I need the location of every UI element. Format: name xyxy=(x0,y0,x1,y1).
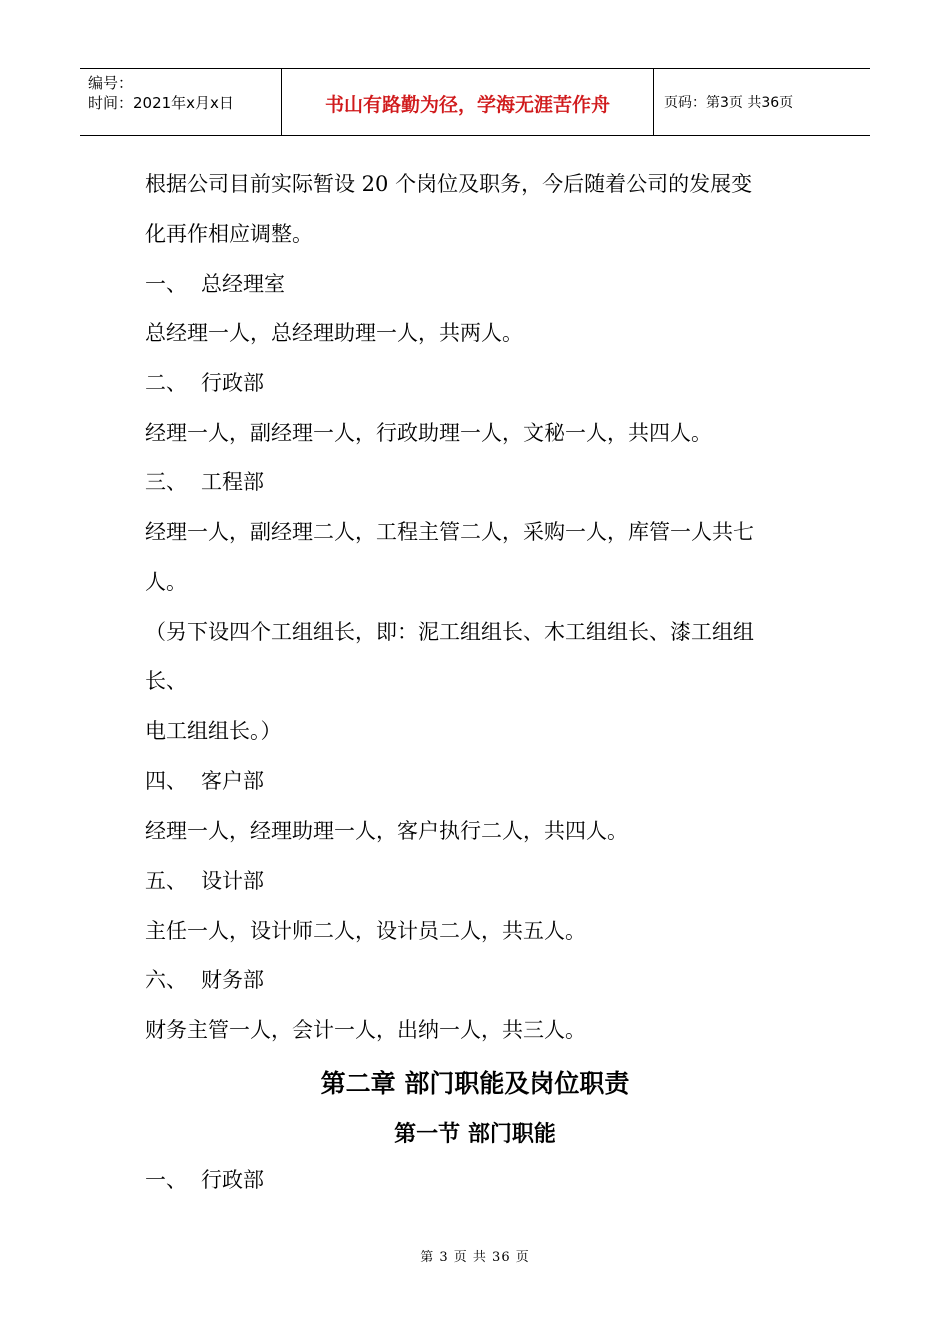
header-motto: 书山有路勤为径，学海无涯苦作舟 xyxy=(282,69,654,135)
section-number: 三、 xyxy=(145,470,187,494)
section-text: 经理一人，经理助理一人，客户执行二人，共四人。 xyxy=(145,819,628,843)
section-text: 经理一人，副经理一人，行政助理一人，文秘一人，共四人。 xyxy=(145,421,712,445)
section-title: 财务部 xyxy=(201,968,264,992)
section-heading xyxy=(145,369,264,397)
date-label: 时间：2021年x月x日 xyxy=(88,94,234,112)
section-text: 总经理一人，总经理助理一人，共两人。 xyxy=(145,321,523,345)
intro-line-2: 化再作相应调整。 xyxy=(145,222,313,246)
section-number: 一、 xyxy=(145,1168,187,1192)
section-number: 六、 xyxy=(145,968,187,992)
section-text: 长、 xyxy=(145,669,187,693)
section-heading xyxy=(145,1166,264,1194)
section-text: 经理一人，副经理二人，工程主管二人，采购一人，库管一人共七 xyxy=(145,520,754,544)
header-page-info: 页码：第3页 共36页 xyxy=(664,95,794,111)
section-title: 总经理室 xyxy=(201,272,285,296)
header-meta xyxy=(80,69,282,135)
section-title: 行政部 xyxy=(201,1168,264,1192)
section-heading xyxy=(145,468,264,496)
section-title: 工程部 xyxy=(201,470,264,494)
section-subtitle: 第一节 部门职能 xyxy=(394,1122,556,1147)
intro-line-1: 根据公司目前实际暂设 20 个岗位及职务，今后随着公司的发展变 xyxy=(145,172,753,196)
serial-label: 编号： xyxy=(88,74,134,92)
page-footer: 第 3 页 共 36 页 xyxy=(420,1250,530,1265)
section-heading xyxy=(145,270,285,298)
section-title: 设计部 xyxy=(201,869,264,893)
section-text: 财务主管一人，会计一人，出纳一人，共三人。 xyxy=(145,1018,586,1042)
section-heading xyxy=(145,867,264,895)
section-title: 客户部 xyxy=(201,769,264,793)
page-header xyxy=(80,68,870,136)
section-number: 二、 xyxy=(145,371,187,395)
section-number: 一、 xyxy=(145,272,187,296)
section-text: 主任一人，设计师二人，设计员二人，共五人。 xyxy=(145,919,586,943)
chapter-title: 第二章 部门职能及岗位职责 xyxy=(320,1069,630,1098)
section-text: （另下设四个工组组长，即：泥工组组长、木工组组长、漆工组组 xyxy=(145,620,754,644)
section-number: 五、 xyxy=(145,869,187,893)
section-title: 行政部 xyxy=(201,371,264,395)
section-heading xyxy=(145,767,264,795)
section-text: 人。 xyxy=(145,570,187,594)
section-heading xyxy=(145,966,264,994)
section-number: 四、 xyxy=(145,769,187,793)
section-text: 电工组组长。） xyxy=(145,719,282,743)
